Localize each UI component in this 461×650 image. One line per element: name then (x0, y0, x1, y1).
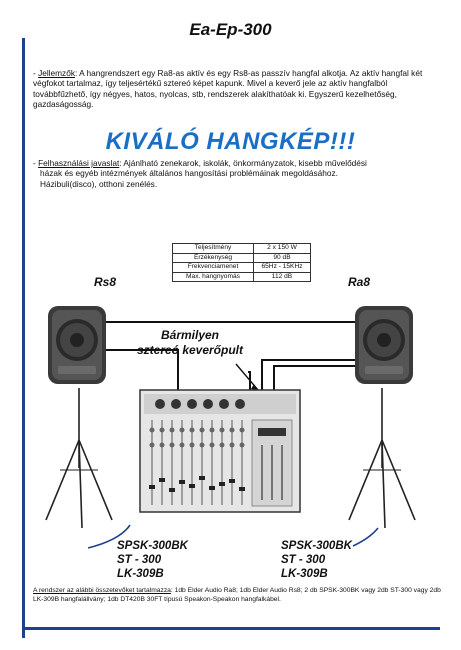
right-stand-option-1: SPSK-300BK (281, 540, 352, 552)
mixer-label (110, 328, 270, 358)
features-text: : A hangrendszert egy Ra8-as aktív és egy Rs8-as passzív hangfal alkotja. Az aktív hangfal két végfokot tartalmaz, így teljesértékű sztereó képet kapunk. Mivel a keverő jele az aktív hangfalból továbbfűzhető, így négyes, hatos, nyolcas, stb, rendszerek alakíthatóak ki. Egyszerű kezelhetőség, gazdaságosság. (33, 68, 423, 110)
package-contents-note (33, 586, 443, 604)
spec-key: Max. hangnyomás (173, 272, 254, 282)
mixer-label-line1: Bármilyen (160, 328, 220, 342)
page-title: Ea-Ep-300 (189, 20, 272, 39)
usage-text: : Ajánlható zenekarok, iskolák, önkormányzatok, kisebb művelődési (119, 158, 367, 168)
left-stand-option-1: SPSK-300BK (117, 540, 188, 552)
spec-value: 112 dB (254, 272, 311, 282)
left-stand-option-3: LK-309B (117, 568, 164, 580)
features-paragraph: - Jellemzők: A hangrendszert egy Ra8-as aktív és egy Rs8-as passzív hangfal alkotja. Az aktív hangfal két végfokot tartalmaz, így teljesértékű sztereó képet kapunk. Mivel a keverő jele az aktív hangfalból továbbfűzhető, így négyes, hatos, nyolcas, stb, rendszerek alakíthatóak ki. Egyszerű kezelhetőség, gazdaságosság. (33, 68, 423, 110)
spec-key: Teljesítmény (173, 244, 254, 254)
left-tripod-stand (46, 388, 112, 528)
slogan-headline: KIVÁLÓ HANGKÉP!!! (105, 128, 356, 155)
left-stand-option-2: ST - 300 (117, 554, 162, 566)
right-tripod-stand (349, 388, 415, 528)
spec-value: 90 dB (254, 253, 311, 263)
spec-value: 65Hz - 15KHz (254, 263, 311, 273)
usage-text-2: házak és egyéb intézmények általános hangosítási problémáinak megoldásához. (40, 168, 338, 179)
right-speaker-label: Ra8 (348, 275, 371, 289)
left-stand-options (117, 539, 188, 581)
left-speaker-rs8 (48, 306, 106, 384)
usage-label: Felhasználási javaslat (38, 158, 120, 168)
mixer-console (140, 390, 300, 512)
usage-text-3: Házibuli(disco), otthoni zenélés. (40, 178, 158, 189)
right-stand-options (281, 539, 352, 581)
mixer-label-line2: sztereó keverőpult (136, 343, 244, 357)
package-contents-text: : 1db Elder Audio Ra8; 1db Elder Audio Rs8; 2 db SPSK-300BK vagy 2db ST-300 vagy 2db LK-309B hangfalállvány; 1db DT420B 30FT típusú Speakon-Speakon hangfalkábel. (33, 587, 441, 603)
right-stand-option-2: ST - 300 (281, 554, 326, 566)
left-speaker-label: Rs8 (94, 275, 117, 289)
right-speaker-ra8 (355, 306, 413, 384)
package-contents-label: A rendszer az alábbi összetevőket tartalmazza (33, 587, 171, 594)
spec-key: Érzékenység (173, 253, 254, 263)
right-stand-option-3: LK-309B (281, 568, 328, 580)
right-set-pointer (353, 528, 378, 546)
features-label: Jellemzők (38, 68, 75, 78)
spec-key: Frekvenciamenet (173, 263, 254, 273)
spec-value: 2 x 150 W (254, 244, 311, 254)
usage-paragraph: - Felhasználási javaslat: Ajánlható zenekarok, iskolák, önkormányzatok, kisebb művelődési házak és egyéb intézmények általános hangosítási problémáinak megoldásához. Házibuli(disco), otthoni zenélés. (33, 158, 433, 189)
